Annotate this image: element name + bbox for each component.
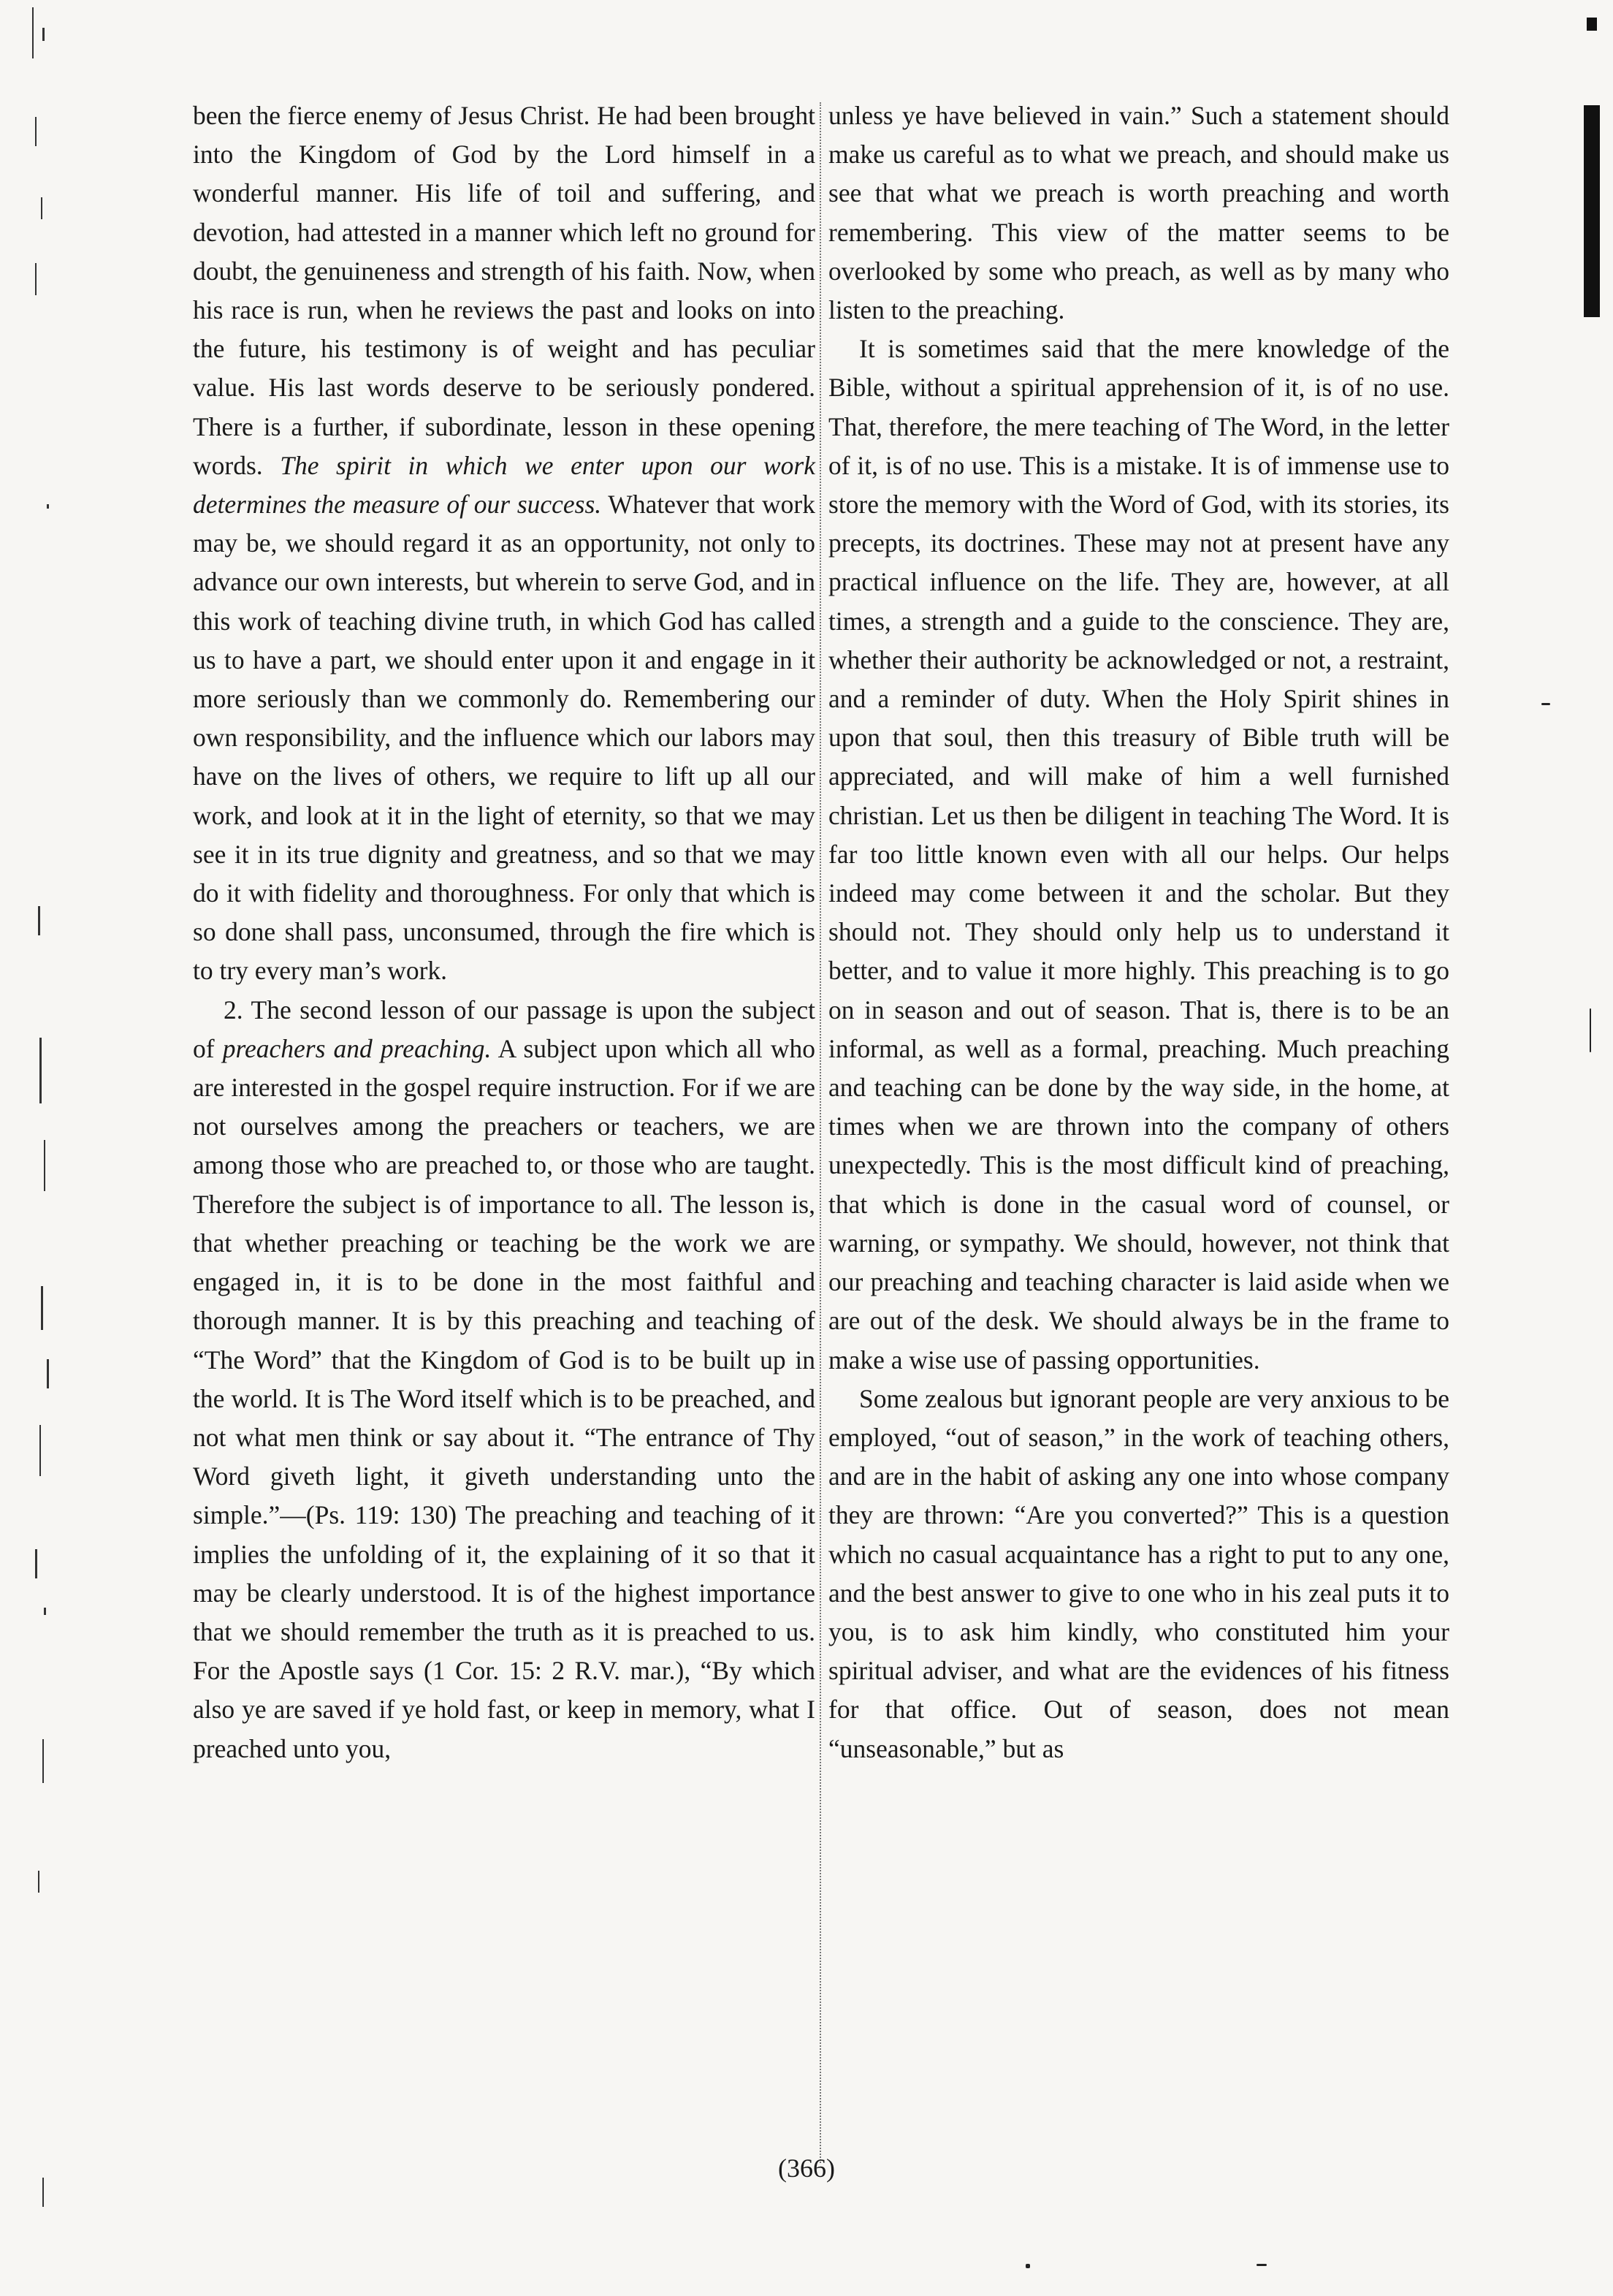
text-run: It is sometimes said that the mere knowledge of the Bible, without a spiritual apprehension of it, is of no use. That, therefore, the mere teaching of The Word, in the letter of it, is of no use. This is a mistake. It is of immense use to store the memory with the Word of God, with its stories, its precepts, its doctrines. These may not at present have any practical influence on the life. They are, however, at all times, a strength and a guide to the conscience. They are, whether their authority be acknowledged or not, a restraint, and a reminder of duty. When the Holy Spirit shines in upon that soul, then this treasury of Bible truth will be appreciated, and will make of him a well furnished christian. Let us then be diligent in teaching The Word. It is far too little known even with all our helps. Our helps indeed may come between it and the scholar. But they should not. They should only help us to understand it better, and to value it more highly. This preaching is to go on in season and out of season. That is, there is to be an informal, as well as a formal, preaching. Much preaching and teaching can be done by the way side, in the home, at times when we are thrown into the company of others unexpectedly. This is the most difficult kind of preaching, that which is done in the casual word of counsel, or warning, or sympathy. We should, however, not think that our preaching and teaching character is laid aside when we are out of the desk. We should always be in the frame to make a wise use of passing opportunities. <box>828 334 1449 1375</box>
right-paragraph-2 <box>828 330 1449 1379</box>
left-paragraph-2 <box>193 991 815 1768</box>
italic-text-run: The spirit in which we enter upon our work determines the measure of our success. <box>193 450 815 520</box>
italic-text-run: preachers and preaching. <box>222 1033 492 1063</box>
text-run: Some zealous but ignorant people are very anxious to be employed, “out of season,” in the work of teaching others, and are in the habit of asking any one into whose company they are thrown: “Are you converted?” This is a question which no casual acquaintance has a right to put to any one, and the best answer to give to one who in his zeal puts it to you, is to ask him kindly, who constituted him your spiritual adviser, and what are the evidences of his fitness for that office. Out of season, does not mean “unseasonable,” but as <box>828 1383 1449 1763</box>
left-paragraph-1 <box>193 96 815 991</box>
text-run: unless ye have believed in vain.” Such a statement should make us careful as to what we preach, and should make us see that what we preach is worth preaching and worth remembering. This view of the matter seems to be overlooked by some who preach, as well as by many who listen to the preaching. <box>828 101 1449 325</box>
page-number: (366) <box>778 2154 835 2183</box>
left-margin-scan-marks <box>25 0 69 2296</box>
right-column <box>828 96 1449 1768</box>
right-binding-edge <box>1582 18 1604 324</box>
right-paragraph-1 <box>828 96 1449 330</box>
bottom-scan-mark <box>1026 2264 1030 2268</box>
text-run: A subject upon which all who are interested in the gospel require instruction. For if we are not ourselves among the preachers or teachers, we are among those who are preached to, or those who are taught. Therefore the subject is of importance to all. The lesson is, that whether preaching or teaching be the work we are engaged in, it is to be done in the most faithful and thorough manner. It is by this preaching and teaching of “The Word” that the Kingdom of God is to be built up in the world. It is The Word itself which is to be preached, and not what men think or say about it. “The entrance of Thy Word giveth light, it giveth understanding unto the simple.”—(Ps. 119: 130) The preaching and teaching of it implies the unfolding of it, the explaining of it so that it may be clearly understood. It is of the highest importance that we should remember the truth as it is preached to us. For the Apostle says (1 Cor. 15: 2 R.V. mar.), “By which also ye are saved if ye hold fast, or keep in memory, what I preached unto you, <box>193 1033 815 1763</box>
text-run: been the fierce enemy of Jesus Christ. He had been brought into the Kingdom of God by the Lord himself in a wonderful manner. His life of toil and suffering, and devotion, had attested in a manner which left no ground for doubt, the genuineness and strength of his faith. Now, when his race is run, when he reviews the past and looks on into the future, his testimony is of weight and has peculiar value. His last words deserve to be seriously pondered. There is a further, if subordinate, lesson in these opening words. <box>193 101 815 480</box>
column-divider <box>820 102 821 2163</box>
left-column <box>193 96 815 1768</box>
right-paragraph-3 <box>828 1380 1449 1768</box>
right-margin-scan-mark <box>1590 1008 1591 1052</box>
text-run: Whatever that work may be, we should regard it as an opportunity, not only to advance our own interests, but wherein to serve God, and in this work of teaching divine truth, in which God has called us to have a part, we should enter upon it and engage in it more seriously than we commonly do. Remembering our own responsibility, and the influence which our labors may have on the lives of others, we require to lift up all our work, and look at it in the light of eternity, so that we may see it in its true dignity and greatness, and so that we may do it with fidelity and thoroughness. For only that which is so done shall pass, unconsumed, through the fire which is to try every man’s work. <box>193 490 815 986</box>
text-run: 2. The second lesson of our passage is upon the subject of <box>193 995 815 1063</box>
bottom-scan-mark <box>1257 2264 1267 2266</box>
right-margin-scan-mark <box>1541 703 1550 705</box>
